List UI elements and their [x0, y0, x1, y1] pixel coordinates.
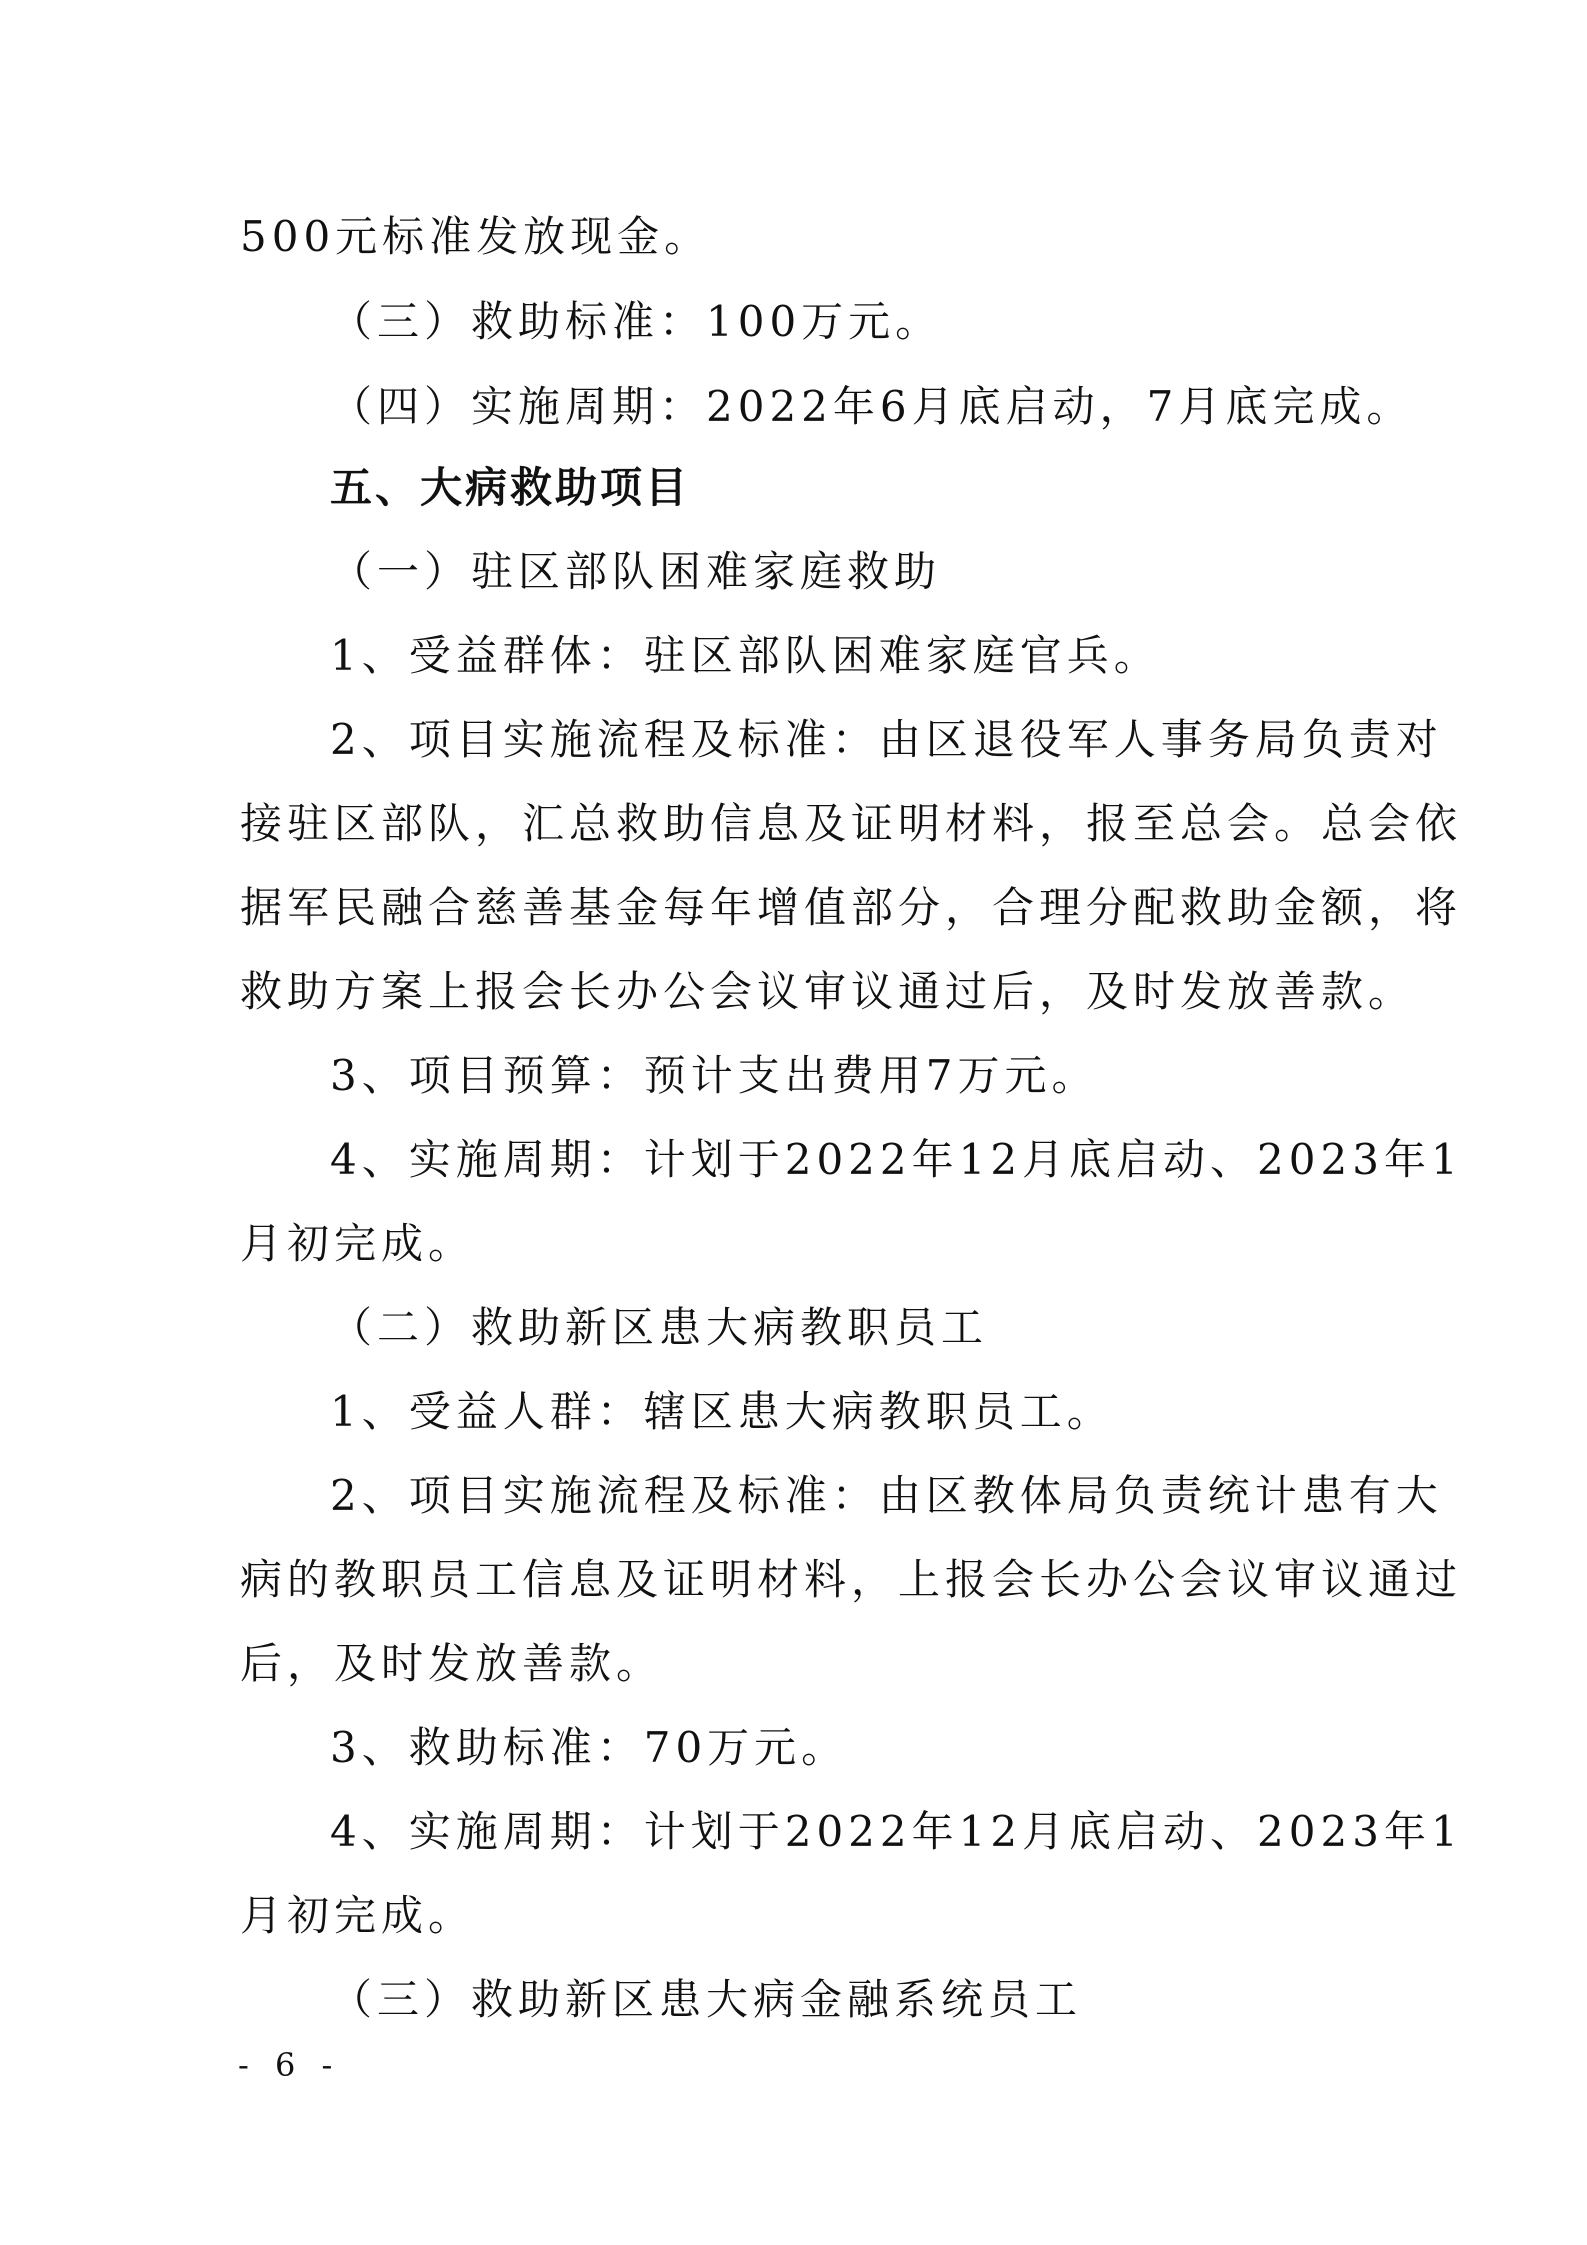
text-line: 后，及时发放善款。	[240, 1639, 664, 1688]
text-line: （三）救助标准：100万元。	[330, 297, 943, 346]
text-line: 病的教职员工信息及证明材料，上报会长办公会议审议通过	[240, 1555, 1463, 1604]
subsection-heading: （一）驻区部队困难家庭救助	[330, 547, 942, 596]
text-line: 1、受益人群：辖区患大病教职员工。	[330, 1387, 1114, 1436]
text-line: 月初完成。	[240, 1891, 476, 1940]
text-line: 据军民融合慈善基金每年增值部分，合理分配救助金额，将	[240, 883, 1463, 932]
text-line: 月初完成。	[240, 1219, 476, 1268]
text-line: 2、项目实施流程及标准：由区教体局负责统计患有大	[330, 1471, 1443, 1520]
text-line: 3、项目预算：预计支出费用7万元。	[330, 1051, 1099, 1100]
text-line: 救助方案上报会长办公会议审议通过后，及时发放善款。	[240, 967, 1416, 1016]
text-line: （四）实施周期：2022年6月底启动，7月底完成。	[330, 382, 1414, 431]
text-line: 接驻区部队，汇总救助信息及证明材料，报至总会。总会依	[240, 799, 1463, 848]
subsection-heading: （二）救助新区患大病教职员工	[330, 1303, 989, 1352]
text-line: 500元标准发放现金。	[240, 212, 712, 261]
text-line: 4、实施周期：计划于2022年12月底启动、2023年1	[330, 1135, 1463, 1184]
text-line: 3、救助标准：70万元。	[330, 1723, 849, 1772]
page-number: - 6 -	[238, 2046, 341, 2084]
text-line: 2、项目实施流程及标准：由区退役军人事务局负责对	[330, 715, 1443, 764]
section-heading: 五、大病救助项目	[330, 463, 691, 512]
text-line: 1、受益群体：驻区部队困难家庭官兵。	[330, 631, 1161, 680]
subsection-heading: （三）救助新区患大病金融系统员工	[330, 1975, 1083, 2024]
text-line: 4、实施周期：计划于2022年12月底启动、2023年1	[330, 1807, 1463, 1856]
